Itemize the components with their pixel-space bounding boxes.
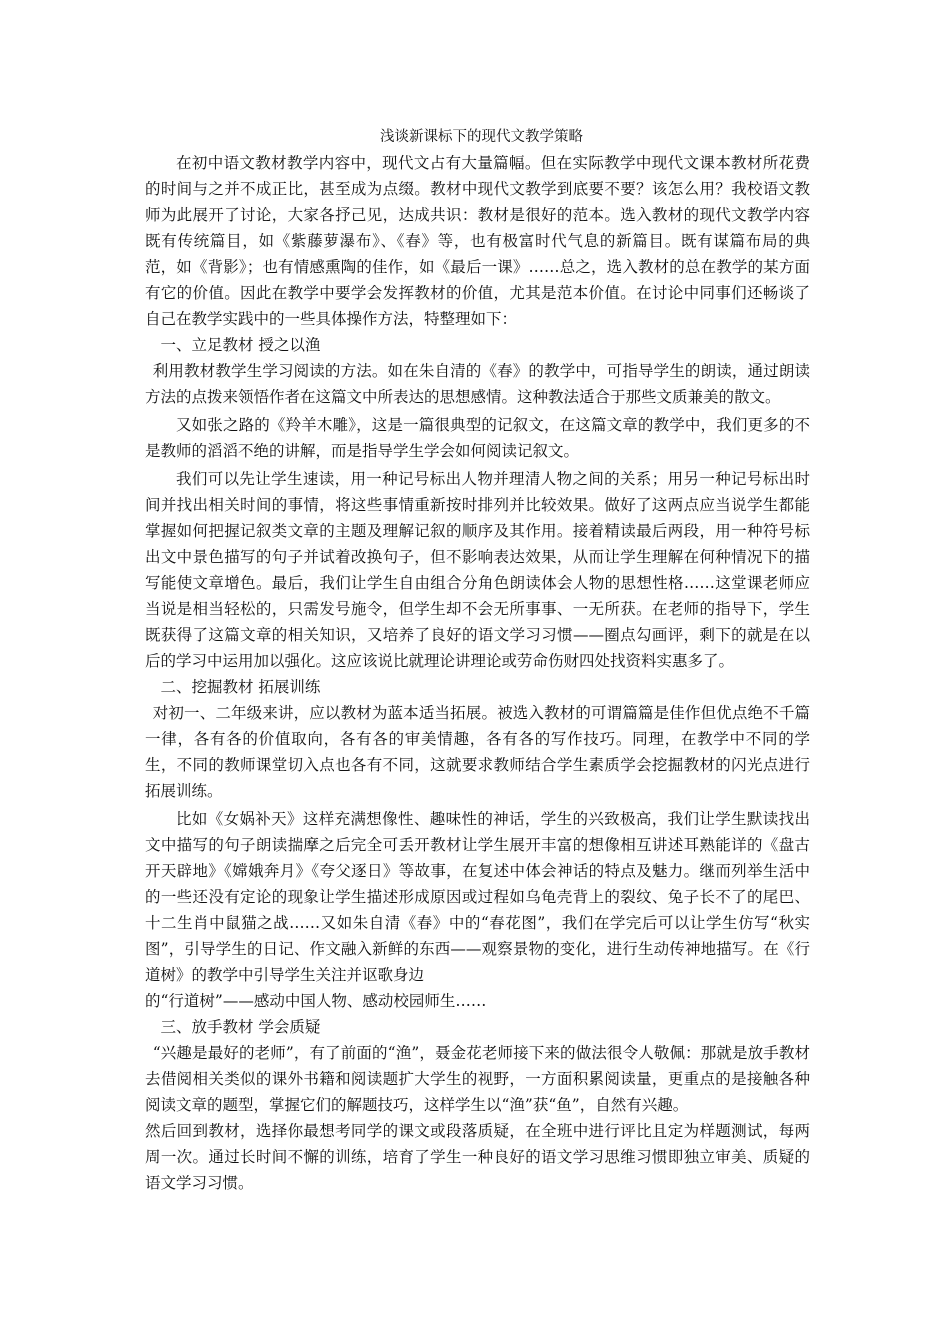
section-2-paragraph-3: 的“行道树”——感动中国人物、感动校园师生…… (145, 992, 487, 1010)
document-page (145, 126, 810, 1196)
section-2-paragraph-2: 比如《女娲补天》这样充满想像性、趣味性的神话，学生的兴致极高，我们让学生默读找出文中描写的句子朗读揣摩之后完全可丢开教材让学生展开丰富的想像相互讲述耳熟能详的《盘古开天辟地》《嫦娥奔月》《夸父逐日》等故事，在复述中体会神话的特点及魅力。继而列举生活中的一些还没有定论的现象让学生描述形成原因或过程如乌龟壳背上的裂纹、兔子长不了的尾巴、十二生肖中鼠猫之战……又如朱自清《春》中的“春花图”，我们在学完后可以让学生仿写“秋实图”，引导学生的日记、作文融入新鲜的东西——观察景物的变化，进行生动传神地描写。在《行道树》的教学中引导学生关注并讴歌身边 (145, 810, 810, 984)
section-3-heading: 三、放手教材 学会质疑 (160, 1018, 321, 1036)
section-3-paragraph-2: 然后回到教材，选择你最想考同学的课文或段落质疑，在全班中进行评比且定为样题测试，每两周一次。通过长时间不懈的训练，培育了学生一种良好的语文学习思维习惯即独立审美、质疑的语文学习习惯。 (145, 1122, 810, 1192)
intro-paragraph: 在初中语文教材教学内容中，现代文占有大量篇幅。但在实际教学中现代文课本教材所花费的时间与之并不成正比，甚至成为点缀。教材中现代文教学到底要不要？该怎么用？我校语文教师为此展开了讨论，大家各抒己见，达成共识：教材是很好的范本。选入教材的现代文教学内容既有传统篇目，如《紫藤萝瀑布》、《春》等，也有极富时代气息的新篇目。既有谋篇布局的典范，如《背影》；也有情感熏陶的佳作，如《最后一课》……总之，选入教材的总在教学的某方面有它的价值。因此在教学中要学会发挥教材的价值，尤其是范本价值。在讨论中同事们还畅谈了自己在教学实践中的一些具体操作方法，特整理如下： (145, 154, 810, 328)
section-3-paragraph-1: “兴趣是最好的老师”，有了前面的“渔”，聂金花老师接下来的做法很令人敬佩：那就是放手教材去借阅相关类似的课外书籍和阅读题扩大学生的视野，一方面积累阅读量，更重点的是接触各种阅读文章的题型，掌握它们的解题技巧，这样学生以“渔”获“鱼”，自然有兴趣。 (145, 1044, 810, 1114)
section-1-paragraph-2: 又如张之路的《羚羊木雕》，这是一篇很典型的记叙文，在这篇文章的教学中，我们更多的不是教师的滔滔不绝的讲解，而是指导学生学会如何阅读记叙文。 (145, 416, 810, 460)
section-1-heading: 一、立足教材 授之以渔 (160, 336, 321, 354)
section-1-paragraph-1: 利用教材教学生学习阅读的方法。如在朱自清的《春》的教学中，可指导学生的朗读，通过朗读方法的点拨来领悟作者在这篇文中所表达的思想感情。这种教法适合于那些文质兼美的散文。 (145, 362, 810, 406)
document-title: 浅谈新课标下的现代文教学策略 (380, 129, 583, 145)
section-2-heading: 二、挖掘教材 拓展训练 (160, 678, 321, 696)
section-2-paragraph-1: 对初一、二年级来讲，应以教材为蓝本适当拓展。被选入教材的可谓篇篇是佳作但优点绝不千篇一律，各有各的价值取向，各有各的审美情趣，各有各的写作技巧。同理，在教学中不同的学生，不同的教师课堂切入点也各有不同，这就要求教师结合学生素质学会挖掘教材的闪光点进行拓展训练。 (145, 704, 810, 800)
section-1-paragraph-3: 我们可以先让学生速读，用一种记号标出人物并理清人物之间的关系；用另一种记号标出时间并找出相关时间的事情，将这些事情重新按时排列并比较效果。做好了这两点应当说学生都能掌握如何把握记叙类文章的主题及理解记叙的顺序及其作用。接着精读最后两段，用一种符号标出文中景色描写的句子并试着改换句子，但不影响表达效果，从而让学生理解在何种情况下的描写能使文章增色。最后，我们让学生自由组合分角色朗读体会人物的思想性格……这堂课老师应当说是相当轻松的，只需发号施令，但学生却不会无所事事、一无所获。在老师的指导下，学生既获得了这篇文章的相关知识，又培养了良好的语文学习习惯——圈点勾画评，剩下的就是在以后的学习中运用加以强化。这应该说比就理论讲理论或劳命伤财四处找资料实惠多了。 (145, 470, 810, 670)
